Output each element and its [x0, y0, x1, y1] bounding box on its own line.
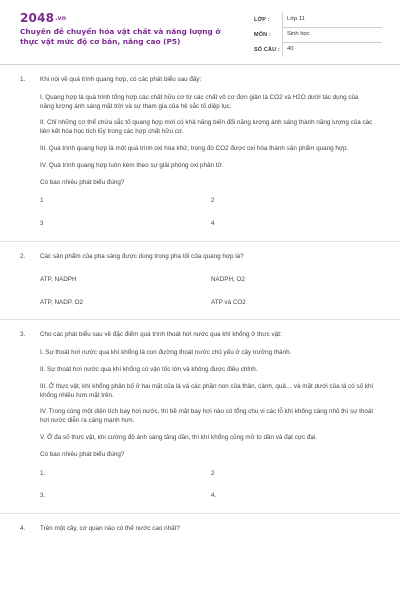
answer-option[interactable]: 4 [211, 220, 215, 228]
statement-item: IV. Quá trình quang hợp luôn kèm theo sự giải phóng oxi phân tử. [40, 161, 224, 169]
meta-value: Lớp 11 [282, 12, 382, 28]
meta-row-subject [254, 27, 382, 42]
statement-item: I. Quang hợp là quá trình tổng hợp các chất hữu cơ từ các chất vô cơ đơn giản là CO2 và H2O dưới tác dụng của năng lượng ánh sáng mặt trời và sự tham gia của hệ sắc tố diệp lục. [40, 93, 359, 110]
meta-value: 40 [282, 42, 382, 57]
document-meta [254, 12, 382, 57]
answer-options [40, 197, 374, 229]
answer-option[interactable]: NADPH, O2 [211, 275, 245, 283]
statement-item: III. Ở thực vật, khí khổng phân bố ở hai mặt của lá và các phần non của thân, cành, quả… và mặt dưới của lá có số khí khổng nhiều hơn mặt trên. [40, 382, 374, 399]
meta-label: MÔN : [254, 31, 271, 38]
site-logo[interactable] [20, 11, 66, 25]
meta-value: Sinh học [282, 27, 382, 43]
answer-options [40, 470, 374, 502]
document-title: Chuyên đề chuyển hóa vật chất và năng lượng ở thực vật mức độ cơ bản, nâng cao (P5) [20, 27, 221, 46]
answer-option[interactable]: 3. [40, 492, 46, 500]
answer-option[interactable]: ATP, NADP, O2 [40, 298, 84, 306]
meta-label: LỚP : [254, 16, 270, 23]
question-number: 1. [20, 76, 26, 83]
answer-option[interactable]: 2 [211, 197, 215, 205]
header-divider [0, 64, 400, 65]
answer-option[interactable]: 1. [40, 469, 46, 477]
question-number: 2. [20, 252, 26, 260]
question-3 [0, 331, 400, 501]
question-number: 4. [20, 525, 26, 533]
statement-item: I. Sự thoát hơi nước qua khí khổng là con đường thoát nước chủ yếu ở cây trưởng thành. [40, 349, 292, 357]
statement-item: IV. Trong cùng một diện tích bay hơi nước, thì bề mặt bay hơi nào có tổng chu vi các lỗ khí khổng càng nhỏ thì sự thoát hơi nước diễn ra càng mạnh hơn. [40, 408, 374, 425]
question-text: Cho các phát biểu sau về đặc điểm quá trình thoát hơi nước qua khí khổng ở thực vật: [40, 331, 282, 339]
answer-option[interactable]: ATP và CO2 [211, 298, 246, 306]
logo-suffix: .vn [55, 15, 67, 22]
question-text: Các sản phẩm của pha sáng được dùng trong pha tối của quang hợp là? [40, 252, 244, 260]
meta-row-class [254, 12, 382, 27]
page-header [0, 0, 400, 62]
question-2 [0, 253, 400, 307]
question-text: Khi nói về quá trình quang hợp, có các phát biểu sau đây: [40, 76, 202, 83]
answer-option[interactable]: 4. [211, 492, 217, 500]
answer-option[interactable]: 2 [211, 469, 215, 477]
answer-option[interactable]: 3 [40, 220, 44, 228]
question-separator [0, 513, 400, 514]
statement-item: II. Chỉ những cơ thể chứa sắc tố quang hợp mới có khả năng biến đổi năng lượng ánh sáng thành năng lượng của các liên kết hóa học tích lũy trong các hợp chất hữu cơ. [40, 119, 373, 136]
question-prompt: Có bao nhiêu phát biểu đúng? [40, 178, 125, 186]
question-prompt: Có bao nhiêu phát biểu đúng? [40, 450, 125, 458]
question-4 [0, 525, 400, 534]
statement-item: II. Sự thoát hơi nước qua khí khổng có vận tốc lớn và không được điều chỉnh. [40, 365, 258, 373]
statement-item: III. Quá trình quang hợp là một quá trình oxi hóa khử, trong đó CO2 được oxi hóa thành sản phẩm quang hợp. [40, 144, 349, 152]
meta-label: SỐ CÂU : [254, 46, 280, 53]
statement-item: V. Ở đa số thực vật, khi cường độ ánh sáng tăng dần, thì khí khổng cũng mở to dần và đạt cực đại. [40, 433, 318, 441]
question-1 [0, 76, 400, 229]
answer-option[interactable]: ATP, NADPH [40, 275, 77, 283]
answer-options [40, 276, 374, 308]
question-list [0, 76, 400, 543]
logo-text: 2048 [20, 11, 55, 25]
question-separator [0, 319, 400, 320]
question-separator [0, 241, 400, 242]
question-text: Trên một cây, cơ quan nào có thế nước cao nhất? [40, 525, 180, 533]
answer-option[interactable]: 1 [40, 197, 44, 205]
question-number: 3. [20, 331, 26, 339]
meta-row-question-count [254, 42, 382, 57]
